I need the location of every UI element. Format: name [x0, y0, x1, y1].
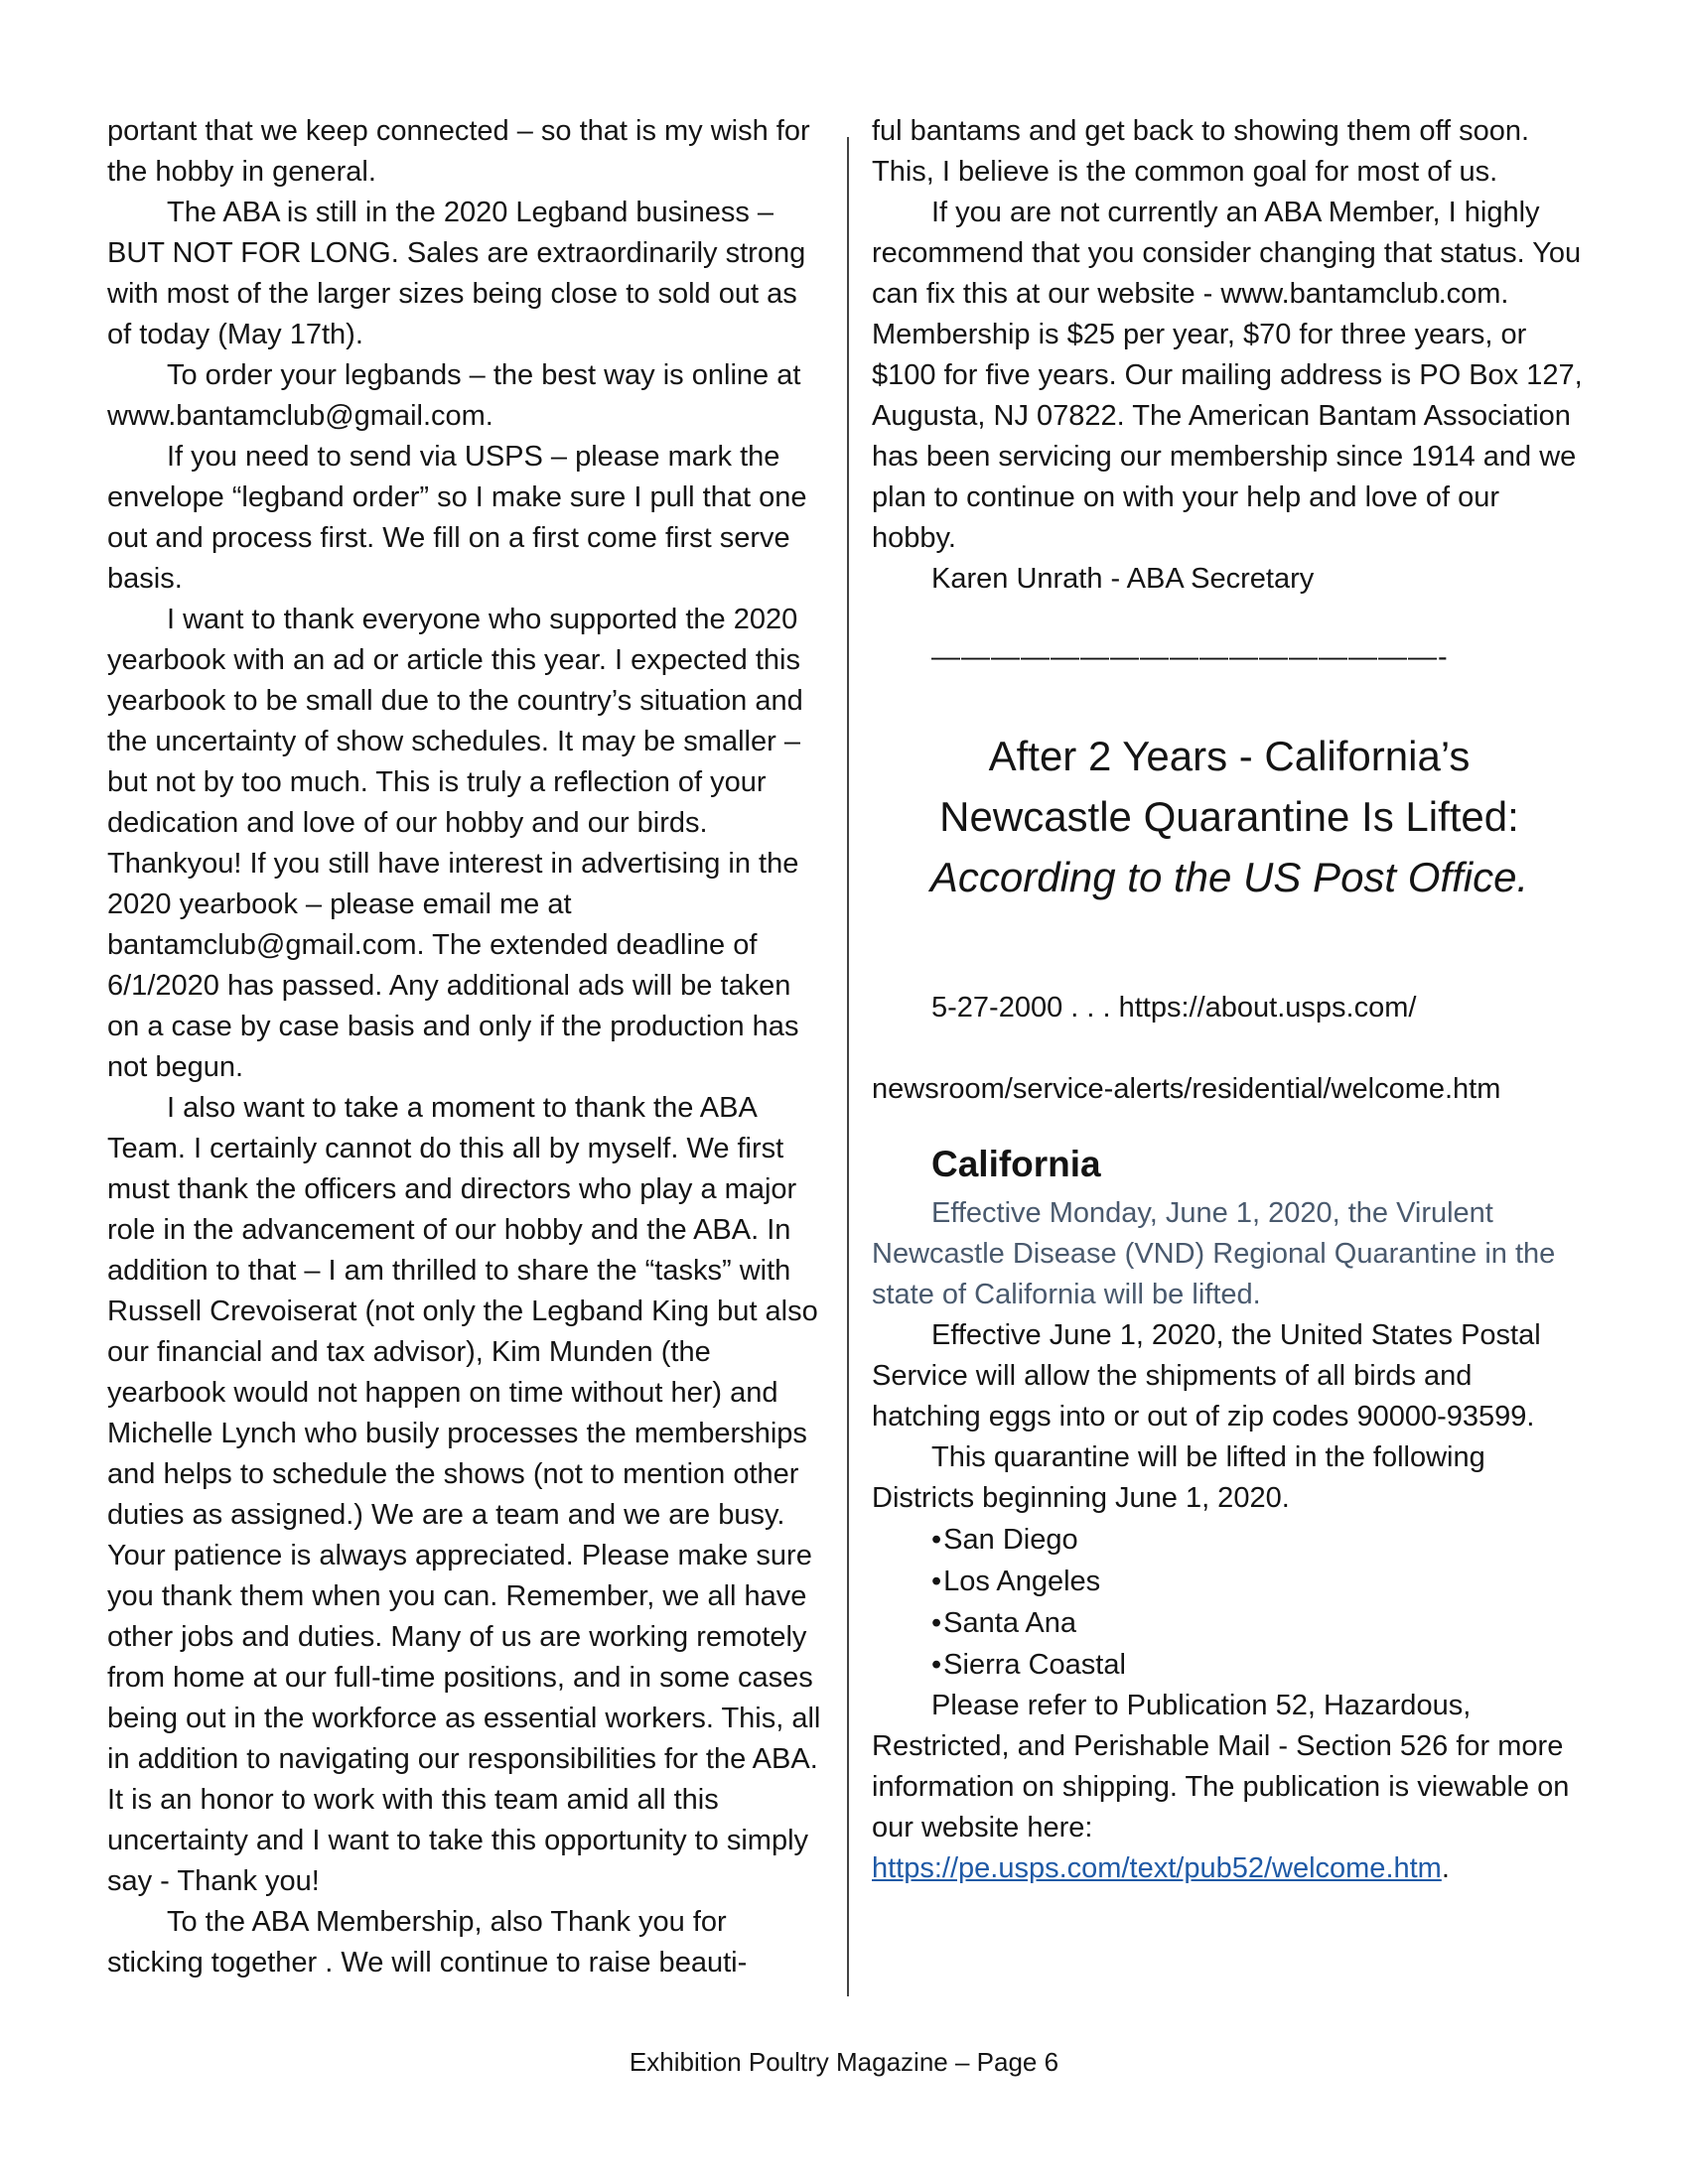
source-url: newsroom/service-alerts/residential/welcome.htm — [872, 1073, 1501, 1105]
date-source: 5-27-2000 . . . https://about.usps.com/ — [931, 992, 1417, 1024]
paragraph: To the ABA Membership, also Thank you for sticking together . We will continue to raise beauti- — [107, 1906, 748, 1979]
link-suffix: . — [1441, 1852, 1450, 1884]
paragraph: The ABA is still in the 2020 Legband business – BUT NOT FOR LONG. Sales are extraordinarily strong with most of the larger sizes being close to sold out as of today (May 17th). — [107, 197, 806, 350]
headline-line: After 2 Years - California’s — [988, 733, 1471, 779]
paragraph: If you need to send via USPS – please mark the envelope “legband order” so I make sure I pull that one out and process first. We fill on a first come first serve basis. — [107, 441, 807, 595]
article-headline — [872, 726, 1587, 907]
left-column — [107, 111, 822, 1983]
paragraph: This quarantine will be lifted in the following Districts beginning June 1, 2020. — [872, 1441, 1485, 1514]
paragraph: I also want to take a moment to thank the ABA Team. I certainly cannot do this all by myself. We first must thank the officers and directors who play a major role in the advancement of our hobby and the ABA. In addition to that – I am thrilled to share the “tasks” with Russell Crevoiserat (not only the Legband King but also our financial and tax advisor), Kim Munden (the yearbook would not happen on time without her) and Michelle Lynch who busily processes the memberships and helps to schedule the shows (not to mention other duties as assigned.) We are a team and we are busy. Your patience is always appreciated. Please make sure you thank them when you can. Remember, we all have other jobs and duties. Many of us are working remotely from home at our full-time positions, and in some cases being out in the workforce as essential workers. This, all in addition to navigating our responsibilities for the ABA. It is an honor to work with this team amid all this uncertainty and I want to take this opportunity to simply say - Thank you! — [107, 1092, 821, 1897]
paragraph: Effective June 1, 2020, the United States Postal Service will allow the shipments of all birds and hatching eggs into or out of zip codes 90000-93599. — [872, 1319, 1541, 1433]
section-separator: —————————————————- — [931, 641, 1449, 673]
list-item: • Santa Ana — [931, 1602, 1587, 1644]
paragraph: portant that we keep connected – so that is my wish for the hobby in general. — [107, 115, 810, 188]
publication-link[interactable]: https://pe.usps.com/text/pub52/welcome.htm — [872, 1852, 1442, 1884]
paragraph: If you are not currently an ABA Member, I highly recommend that you consider changing that status. You can fix this at our website - www.bantamclub.com. Membership is $25 per year, $70 for three years, or $100 for five years. Our mailing address is PO Box 127, Augusta, NJ 07822. The American Bantam Association has been servicing our membership since 1914 and we plan to continue on with your help and love of our hobby. — [872, 197, 1583, 554]
notice-paragraph: Effective Monday, June 1, 2020, the Virulent Newcastle Disease (VND) Regional Quarantine in the state of California will be lifted. — [872, 1197, 1556, 1310]
list-item: • San Diego — [931, 1519, 1587, 1561]
reference-text: Please refer to Publication 52, Hazardous, Restricted, and Perishable Mail - Section 526 for more information on shipping. The publication is viewable on our website here: — [872, 1690, 1570, 1843]
paragraph: I want to thank everyone who supported the 2020 yearbook with an ad or article this year. I expected this yearbook to be small due to the country’s situation and the uncertainty of show schedules. It may be smaller –but not by too much. This is truly a reflection of your dedication and love of our hobby and our birds. Thankyou! If you still have interest in advertising in the 2020 yearbook – please email me at bantamclub@gmail.com. The extended deadline of 6/1/2020 has passed. Any additional ads will be taken on a case by case basis and only if the production has not begun. — [107, 604, 803, 1083]
paragraph — [872, 1686, 1587, 1889]
paragraph: To order your legbands – the best way is online at www.bantamclub@gmail.com. — [107, 359, 801, 432]
headline-subtitle: According to the US Post Office. — [929, 854, 1529, 900]
signature: Karen Unrath - ABA Secretary — [931, 563, 1315, 595]
district-list — [872, 1519, 1587, 1686]
list-item: • Sierra Coastal — [931, 1644, 1587, 1686]
column-divider — [847, 137, 849, 1996]
dateline — [872, 947, 1587, 1110]
headline-line: Newcastle Quarantine Is Lifted: — [939, 793, 1519, 840]
page-footer: Exhibition Poultry Magazine – Page 6 — [629, 2047, 1059, 2077]
paragraph: ful bantams and get back to showing them off soon. This, I believe is the common goal for most of us. — [872, 115, 1530, 188]
right-column — [872, 111, 1587, 1889]
list-item: • Los Angeles — [931, 1561, 1587, 1602]
section-heading: California — [931, 1144, 1101, 1184]
